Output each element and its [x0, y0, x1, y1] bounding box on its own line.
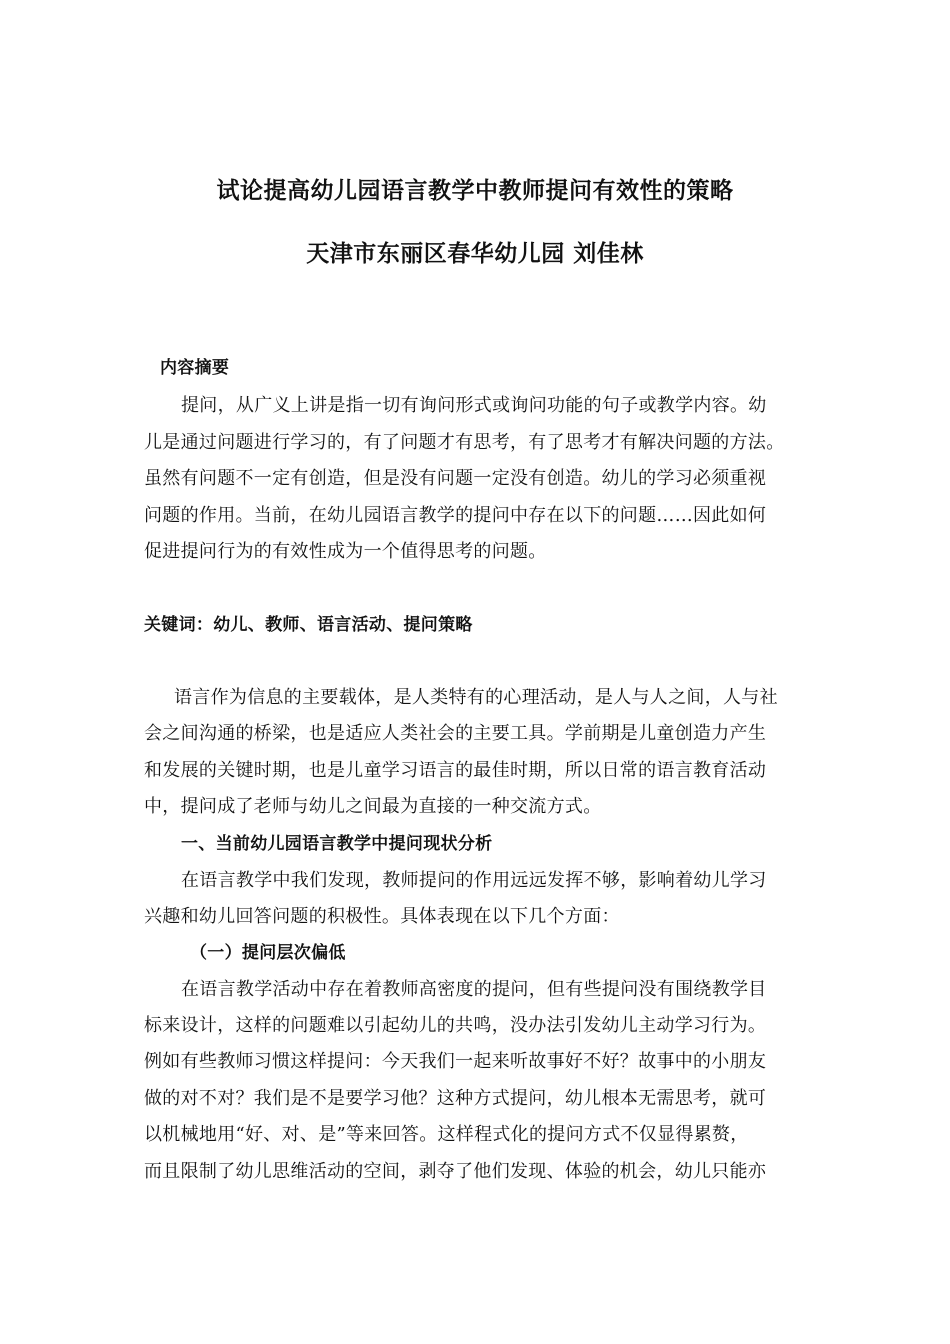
abstract-line: 虽然有问题不一定有创造，但是没有问题一定没有创造。幼儿的学习必须重视: [144, 468, 767, 489]
document-title: 试论提高幼儿园语言教学中教师提问有效性的策略: [216, 178, 734, 204]
author-line: 天津市东丽区春华幼儿园 刘佳林: [306, 241, 644, 267]
abstract-line: 儿是通过问题进行学习的，有了问题才有思考，有了思考才有解决问题的方法。: [144, 432, 785, 453]
intro-line: 会之间沟通的桥梁，也是适应人类社会的主要工具。学前期是儿童创造力产生: [144, 723, 767, 744]
intro-line: 中，提问成了老师与幼儿之间最为直接的一种交流方式。: [144, 796, 602, 817]
abstract-line: 提问，从广义上讲是指一切有询问形式或询问功能的句子或教学内容。幼: [181, 395, 767, 416]
abstract-heading: 内容摘要: [160, 358, 230, 378]
section-line: 在语言教学中我们发现，教师提问的作用远远发挥不够，影响着幼儿学习: [181, 870, 767, 891]
section-heading: 一、当前幼儿园语言教学中提问现状分析: [181, 834, 493, 854]
subsection-line: 在语言教学活动中存在着教师高密度的提问，但有些提问没有围绕教学目: [181, 979, 767, 1000]
intro-line: 和发展的关键时期，也是儿童学习语言的最佳时期，所以日常的语言教育活动: [144, 760, 767, 781]
intro-line: 语言作为信息的主要载体，是人类特有的心理活动，是人与人之间，人与社: [174, 687, 778, 708]
subsection-line: 以机械地用“好、对、是”等来回答。这样程式化的提问方式不仅显得累赘，: [144, 1124, 749, 1145]
subsection-line: 标来设计，这样的问题难以引起幼儿的共鸣，没办法引发幼儿主动学习行为。: [144, 1015, 767, 1036]
subsection-line: 而且限制了幼儿思维活动的空间，剥夺了他们发现、体验的机会，幼儿只能亦: [144, 1161, 767, 1182]
subsection-line: 做的对不对？我们是不是要学习他？这种方式提问，幼儿根本无需思考，就可: [144, 1088, 767, 1109]
keywords: 关键词：幼儿、教师、语言活动、提问策略: [144, 615, 473, 635]
abstract-line: 问题的作用。当前，在幼儿园语言教学的提问中存在以下的问题……因此如何: [144, 505, 767, 526]
section-line: 兴趣和幼儿回答问题的积极性。具体表现在以下几个方面：: [144, 906, 620, 927]
subsection-line: 例如有些教师习惯这样提问：今天我们一起来听故事好不好？故事中的小朋友: [144, 1051, 767, 1072]
subsection-heading: （一）提问层次偏低: [190, 943, 346, 963]
abstract-line: 促进提问行为的有效性成为一个值得思考的问题。: [144, 541, 547, 562]
